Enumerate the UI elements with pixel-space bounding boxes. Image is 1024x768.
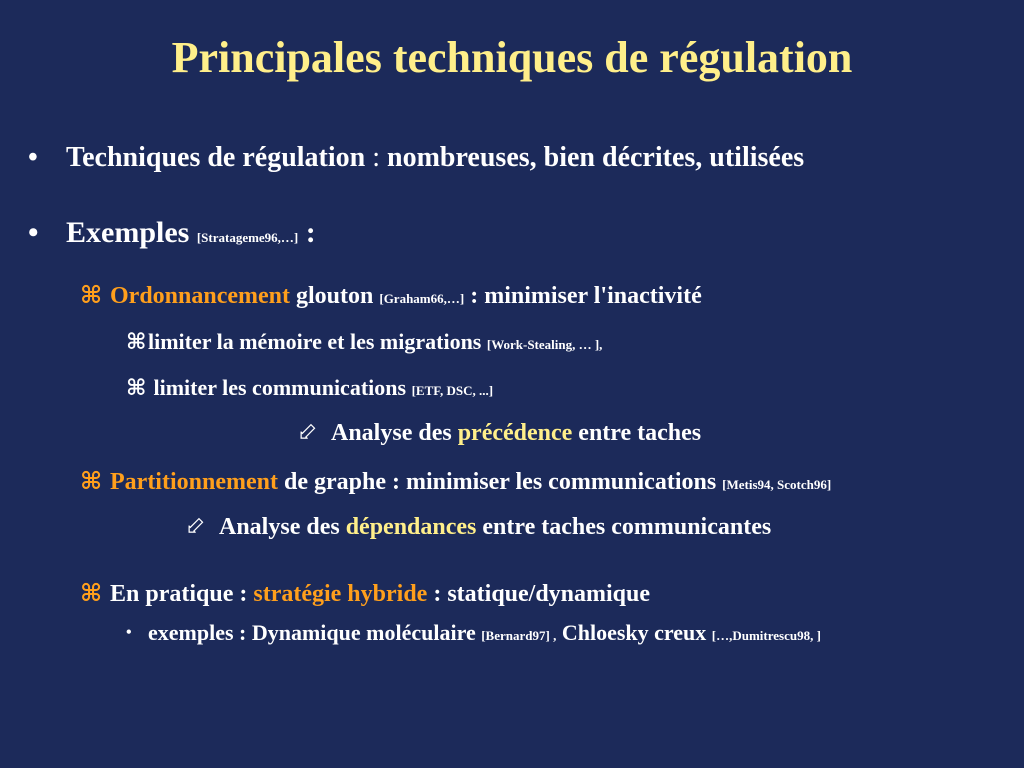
bullet-exemples [28,216,316,250]
exemples-sub-text2: Chloesky creux [556,620,712,645]
communications-text: limiter les communications [153,375,412,400]
techniques-label: Techniques de régulation [66,142,366,173]
communications-ref: [ETF, DSC, ...] [411,383,494,398]
exemples-sub-ref2: […,Dumitrescu98, ] [711,628,821,643]
memoire-text: limiter la mémoire et les migrations [148,329,487,354]
command-icon: ⌘ [80,469,103,495]
item-dependances [185,512,771,541]
bullet-techniques [28,142,804,174]
arrow-down-left-icon: ⬃ [185,514,206,540]
command-icon: ⌘ [126,329,147,354]
item-ordonnancement [80,280,702,310]
item-memoire [126,329,602,355]
partitionnement-text: de graphe : minimiser les communications [277,469,723,495]
precedence-suffix: entre taches [572,420,702,446]
precedence-prefix: Analyse des [331,420,458,446]
ordonnancement-ref: [Graham66,…] [379,291,465,306]
partitionnement-ref: [Metis94, Scotch96] [722,477,832,492]
ordonnancement-tail: : minimiser l'inactivité [464,283,702,309]
pratique-prefix: En pratique : [110,581,254,607]
dependances-prefix: Analyse des [219,514,346,540]
ordonnancement-text: glouton [290,283,380,309]
arrow-down-left-icon: ⬃ [297,420,318,446]
command-icon: ⌘ [80,283,103,309]
bullet-icon: • [126,624,132,641]
item-exemples-sub [126,620,821,646]
exemples-sub-ref1: [Bernard97] , [481,628,557,643]
exemples-label: Exemples [66,216,190,249]
bullet-icon: • [28,142,38,173]
memoire-ref: [Work-Stealing, … ], [486,337,603,352]
item-precedence [297,418,701,447]
techniques-text: nombreuses, bien décrites, utilisées [387,142,805,173]
item-pratique [80,578,650,608]
exemples-ref: [Stratageme96,…] [196,230,299,245]
pratique-suffix: : statique/dynamique [427,581,651,607]
command-icon: ⌘ [126,375,147,400]
pratique-keyword: stratégie hybride [253,581,428,607]
bullet-icon: • [28,216,39,249]
slide-title: Principales techniques de régulation [171,33,853,82]
command-icon: ⌘ [80,581,103,607]
ordonnancement-keyword: Ordonnancement [110,283,290,309]
exemples-tail: : [298,216,316,249]
dependances-keyword: dépendances [345,514,477,540]
dependances-suffix: entre taches communicantes [476,514,772,540]
exemples-sub-text: exemples : Dynamique moléculaire [148,620,482,645]
item-communications [126,375,493,401]
partitionnement-keyword: Partitionnement [110,469,278,495]
precedence-keyword: précédence [457,420,573,446]
item-partitionnement [80,466,831,496]
techniques-separator: : [365,142,388,173]
